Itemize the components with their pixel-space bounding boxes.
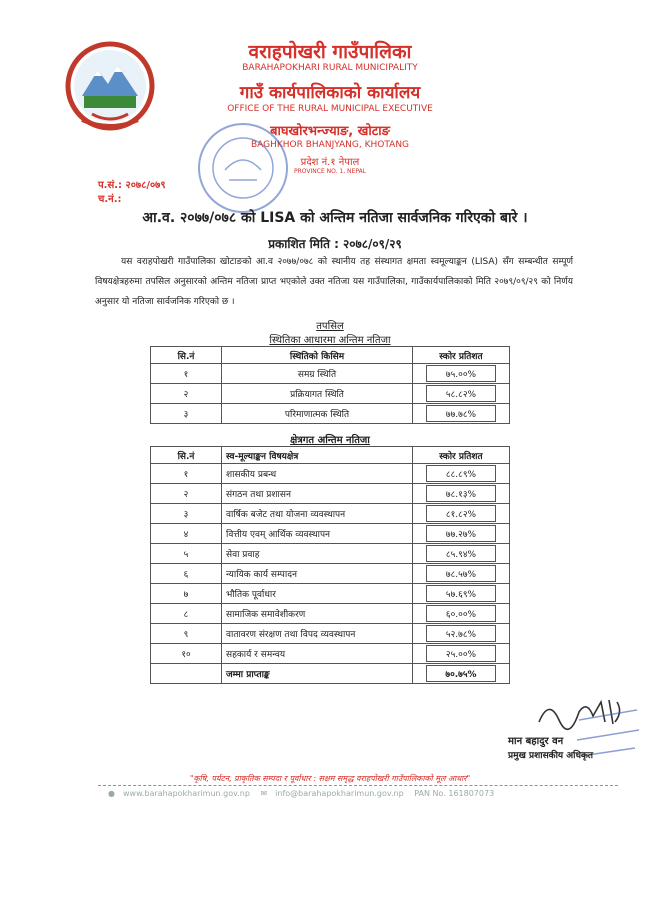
table2-title: क्षेत्रगत अन्तिम नतिजा: [290, 435, 370, 446]
office-name-np: गाउँ कार्यपालिकाको कार्यालय: [239, 83, 421, 103]
row-name: प्रक्रियागत स्थिति: [222, 384, 413, 404]
status-result-table: [150, 346, 510, 424]
row-name: सेवा प्रवाह: [222, 544, 413, 564]
row-score: ७८.१३%: [426, 485, 496, 502]
row-sn: १: [151, 464, 222, 484]
row-name: शासकीय प्रबन्ध: [222, 464, 413, 484]
row-name: वार्षिक बजेट तथा योजना व्यवस्थापन: [222, 504, 413, 524]
mail-icon: ✉: [260, 789, 268, 798]
table-row: [151, 624, 510, 644]
row-score: ७७.२७%: [426, 525, 496, 542]
published-date: प्रकाशित मिति : २०७८/०९/२९: [268, 237, 402, 251]
row-score: ७८.५७%: [426, 565, 496, 582]
row-score: ५८.८२%: [426, 385, 496, 402]
office-name-en: OFFICE OF THE RURAL MUNICIPAL EXECUTIVE: [227, 104, 433, 114]
total-label: जम्मा प्राप्ताङ्क: [222, 664, 413, 684]
col-header-name: स्थितिको किसिम: [222, 347, 413, 364]
table1-title: स्थितिका आधारमा अन्तिम नतिजा: [269, 335, 391, 346]
table-row: [151, 544, 510, 564]
table-row: [151, 564, 510, 584]
col-header-sn: सि.नं: [151, 447, 222, 464]
row-sn: ५: [151, 544, 222, 564]
row-score: ८१.८२%: [426, 505, 496, 522]
row-sn: २: [151, 484, 222, 504]
footer-website[interactable]: www.barahapokharimun.gov.np: [122, 789, 250, 798]
row-sn: ९: [151, 624, 222, 644]
row-name: न्यायिक कार्य सम्पादन: [222, 564, 413, 584]
row-sn: ३: [151, 504, 222, 524]
row-name: संगठन तथा प्रशासन: [222, 484, 413, 504]
table-row: [151, 464, 510, 484]
table-row: [151, 604, 510, 624]
municipality-name-en: BARAHAPOKHARI RURAL MUNICIPALITY: [242, 63, 418, 73]
row-sn: १: [151, 364, 222, 384]
row-sn: ६: [151, 564, 222, 584]
footer-email[interactable]: info@barahapokharimun.gov.np: [275, 789, 404, 798]
row-score: ८८.८९%: [426, 465, 496, 482]
row-sn: ३: [151, 404, 222, 424]
total-row: [151, 664, 510, 684]
row-score: ८५.९४%: [426, 545, 496, 562]
table-row: [151, 484, 510, 504]
row-name: सहकार्य र समन्वय: [222, 644, 413, 664]
row-score: २५.००%: [426, 645, 496, 662]
table-row: [151, 364, 510, 384]
col-header-name: स्व-मूल्याङ्कन विषयक्षेत्र: [222, 447, 413, 464]
row-sn: ७: [151, 584, 222, 604]
document-subject: आ.व. २०७७/०७८ को LISA को अन्तिम नतिजा सार्वजनिक गरिएको बारे ।: [142, 210, 528, 226]
row-sn: १०: [151, 644, 222, 664]
tapasil-heading: तपसिल: [316, 321, 344, 332]
municipality-name-np: वराहपोखरी गाउँपालिका: [248, 41, 412, 63]
row-score: ६०.००%: [426, 605, 496, 622]
office-place-en: BAGHKHOR BHANJYANG, KHOTANG: [250, 140, 410, 150]
row-name: समग्र स्थिति: [222, 364, 413, 384]
globe-icon: ●: [108, 789, 115, 798]
row-score: ५७.६९%: [426, 585, 496, 602]
row-score: ७५.००%: [426, 365, 496, 382]
row-name: भौतिक पूर्वाधार: [222, 584, 413, 604]
total-sn-empty: [151, 664, 222, 684]
table-row: [151, 584, 510, 604]
table-row: [151, 404, 510, 424]
province-en: PROVINCE NO. 1, NEPAL: [293, 168, 367, 175]
table-row: [151, 644, 510, 664]
row-name: वातावरण संरक्षण तथा विपद व्यवस्थापन: [222, 624, 413, 644]
footer: [108, 789, 628, 798]
row-score: ५२.७८%: [426, 625, 496, 642]
table-header-row: [151, 347, 510, 364]
footer-divider: [98, 785, 618, 786]
office-place-np: बाघखोरभन्ज्याङ, खोटाङ: [270, 124, 390, 139]
table-row: [151, 504, 510, 524]
col-header-sn: सि.नं: [151, 347, 222, 364]
row-name: वित्तीय एवम् आर्थिक व्यवस्थापन: [222, 524, 413, 544]
nepal-emblem-icon: [62, 40, 158, 132]
sector-result-table: [150, 446, 510, 684]
table-row: [151, 524, 510, 544]
row-sn: २: [151, 384, 222, 404]
patra-sankhya: प.सं.: २०७८/०७९: [98, 180, 166, 191]
row-score: ७७.७८%: [426, 405, 496, 422]
officer-title: प्रमुख प्रशासकीय अधिकृत: [508, 751, 594, 761]
body-paragraph: यस वराहपोखरी गाउँपालिका खोटाङको आ.व २०७७/०७८ को स्थानीय तह संस्थागत क्षमता स्वमूल्याङ्कन (LISA) सँग सम्बन्धीत सम्पूर्ण विषयक्षेत्रहरुमा तपसिल अनुसारको अन्तिम नतिजा प्राप्त भएकोले उक्त नतिजा यस गाउँपालिका, गाउँकार्यपालिकाको मिति २०७९/०९/२९ को निर्णय अनुसार यो नतिजा सार्वजनिक गरिएको छ ।: [95, 257, 573, 307]
officer-name: मान बहादुर वन: [508, 736, 564, 747]
table-row: [151, 384, 510, 404]
col-header-score: स्कोर प्रतिशत: [413, 447, 510, 464]
footer-pan: PAN No. 161807073: [414, 789, 495, 798]
motto-text: "कृषि, पर्यटन, प्राकृतिक सम्पदा र पूर्वाधार : सक्षम समृद्ध वराहपोखरी गाउँपालिकाको मूल आधार": [189, 774, 471, 783]
col-header-score: स्कोर प्रतिशत: [413, 347, 510, 364]
row-sn: ४: [151, 524, 222, 544]
row-name: परिमाणात्मक स्थिति: [222, 404, 413, 424]
office-stamp-icon: [195, 120, 291, 216]
row-sn: ८: [151, 604, 222, 624]
total-score: ७०.७५%: [426, 665, 496, 682]
row-name: सामाजिक समावेशीकरण: [222, 604, 413, 624]
province-np: प्रदेश नं.१ नेपाल: [300, 157, 360, 168]
chalani-number: च.नं.:: [98, 194, 122, 205]
table-header-row: [151, 447, 510, 464]
